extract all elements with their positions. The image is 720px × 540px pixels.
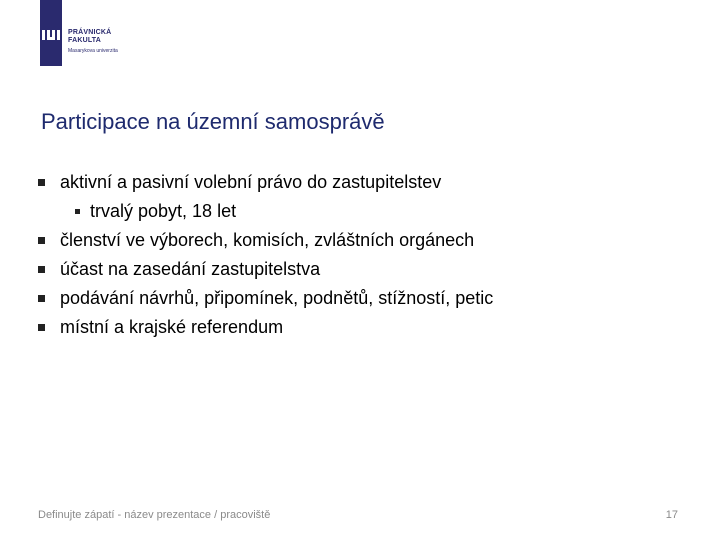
bullet-text: členství ve výborech, komisích, zvláštních orgánech: [60, 230, 475, 250]
sub-bullet-item: [38, 197, 493, 226]
bullet-text: podávání návrhů, připomínek, podnětů, stížností, petic: [60, 288, 494, 308]
bullet-text: trvalý pobyt, 18 let: [90, 201, 237, 221]
bullet-text: místní a krajské referendum: [60, 317, 284, 337]
logo-text-line2: FAKULTA: [68, 37, 102, 44]
logo-text-line3: Masarykova univerzita: [68, 48, 118, 54]
bullet-item: [38, 226, 493, 255]
logo-emblem-icon: [40, 0, 62, 66]
page-number: 17: [665, 509, 678, 521]
bullet-text: aktivní a pasivní volební právo do zastupitelstev: [60, 172, 442, 192]
bullet-item: [38, 168, 493, 197]
square-bullet-icon: [75, 209, 80, 214]
bullet-list: [38, 168, 493, 342]
slide-title: Participace na územní samosprávě: [41, 109, 385, 134]
square-bullet-icon: [38, 237, 45, 244]
bullet-item: [38, 284, 493, 313]
logo-text-line1: PRÁVNICKÁ: [68, 29, 112, 36]
bullet-item: [38, 255, 493, 284]
footer-text: Definujte zápatí - název prezentace / pracoviště: [38, 509, 271, 521]
faculty-logo: [40, 0, 160, 66]
square-bullet-icon: [38, 266, 45, 273]
square-bullet-icon: [38, 295, 45, 302]
bullet-item: [38, 313, 493, 342]
bullet-text: účast na zasedání zastupitelstva: [60, 259, 321, 279]
square-bullet-icon: [38, 324, 45, 331]
square-bullet-icon: [38, 179, 45, 186]
